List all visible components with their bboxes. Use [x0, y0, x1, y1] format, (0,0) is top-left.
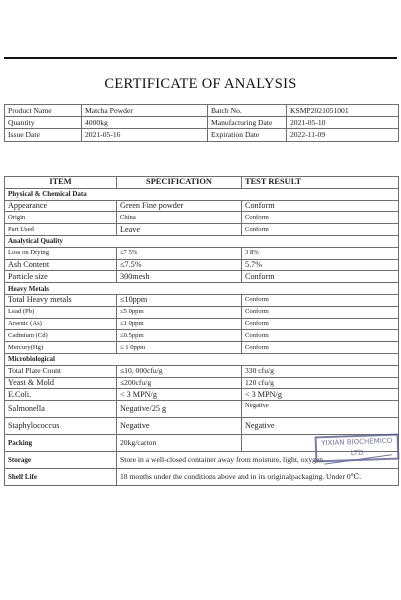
storage-value: Store in a well-closed container away from moisture, light, oxygen. — [117, 452, 399, 469]
table-row — [5, 330, 399, 342]
spec-cell: ≤10, 000cfu/g — [117, 365, 242, 377]
result-cell: Negative — [242, 418, 399, 435]
item-cell: Part Used — [5, 224, 117, 236]
section-heavy-metals: Heavy Metals — [5, 283, 117, 295]
result-cell: Conform — [242, 224, 399, 236]
section-analytical: Analytical Quality — [5, 235, 117, 247]
section-row — [5, 188, 399, 200]
col-result-header: TEST RESULT — [242, 177, 399, 189]
table-row — [5, 377, 399, 389]
quantity-label: Quantity — [5, 117, 82, 129]
document-title: CERTIFICATE OF ANALYSIS — [104, 76, 297, 92]
col-item-header: ITEM — [5, 177, 117, 189]
item-cell: E.Coli. — [5, 389, 117, 401]
item-cell: Lead (Pb) — [5, 306, 117, 318]
spec-cell: Green Fine powder — [117, 200, 242, 212]
section-row — [5, 353, 399, 365]
item-cell: Cadmium (Cd) — [5, 330, 117, 342]
spec-cell: ≤10ppm — [117, 294, 242, 306]
result-cell: Conform — [242, 294, 399, 306]
product-name-value: Matcha Powder — [82, 105, 208, 117]
result-cell: Negative — [242, 401, 399, 418]
item-cell: Staphylococcus — [5, 418, 117, 435]
spec-cell: Negative/25 g — [117, 401, 242, 418]
table-row — [5, 224, 399, 236]
result-cell: Conform — [242, 306, 399, 318]
top-rule — [4, 57, 397, 59]
section-row — [5, 283, 399, 295]
item-cell: Origin — [5, 212, 117, 224]
column-header-row — [5, 177, 399, 189]
spec-cell: China — [117, 212, 242, 224]
company-stamp — [315, 434, 400, 463]
result-cell: 120 cfu/g — [242, 377, 399, 389]
mfg-date-label: Manufacturing Date — [208, 117, 287, 129]
info-row — [5, 129, 399, 141]
stamp-text: YIXIAN BIOCHEMICO LTD — [321, 436, 393, 458]
section-microbiological: Microbiological — [5, 353, 117, 365]
spec-cell: Leave — [117, 224, 242, 236]
section-row — [5, 235, 399, 247]
table-row — [5, 294, 399, 306]
spec-cell: ≤ 1 0ppm — [117, 342, 242, 354]
product-name-label: Product Name — [5, 105, 82, 117]
result-cell: 3 8% — [242, 247, 399, 259]
spec-cell: ≤200cfu/g — [117, 377, 242, 389]
table-row — [5, 271, 399, 283]
item-cell: Appearance — [5, 200, 117, 212]
result-cell: Conform — [242, 318, 399, 330]
issue-date-value: 2021-05-16 — [82, 129, 208, 141]
result-cell: Conform — [242, 200, 399, 212]
packing-value: 20kg/carton — [117, 435, 242, 452]
spec-cell: ≤0.5ppm — [117, 330, 242, 342]
section-physical: Physical & Chemical Data — [5, 188, 117, 200]
spec-cell: < 3 MPN/g — [117, 389, 242, 401]
quantity-value: 4000kg — [82, 117, 208, 129]
col-spec-header: SPECIFICATION — [117, 177, 242, 189]
result-cell: 5.7% — [242, 259, 399, 271]
table-row — [5, 401, 399, 418]
spec-cell: ≤7.5% — [117, 259, 242, 271]
item-cell: Salmonella — [5, 401, 117, 418]
result-cell: < 3 MPN/g — [242, 389, 399, 401]
table-row — [5, 306, 399, 318]
spec-cell: 300mesh — [117, 271, 242, 283]
table-row — [5, 318, 399, 330]
batch-no-value: KSMP2021051001 — [287, 105, 399, 117]
result-cell: Conform — [242, 271, 399, 283]
spec-cell: Negative — [117, 418, 242, 435]
batch-no-label: Batch No. — [208, 105, 287, 117]
storage-label: Storage — [5, 452, 117, 469]
mfg-date-value: 2021-05-10 — [287, 117, 399, 129]
result-cell: Conform — [242, 342, 399, 354]
issue-date-label: Issue Date — [5, 129, 82, 141]
exp-date-label: Expiration Date — [208, 129, 287, 141]
table-row — [5, 418, 399, 435]
item-cell: Yeast & Mold — [5, 377, 117, 389]
table-row — [5, 469, 399, 486]
table-row — [5, 389, 399, 401]
spec-cell: ≤5 0ppm — [117, 306, 242, 318]
item-cell: Total Heavy metals — [5, 294, 117, 306]
spec-cell: ≤7 5% — [117, 247, 242, 259]
table-row — [5, 247, 399, 259]
shelf-life-label: Shelf Life — [5, 469, 117, 486]
item-cell: Total Plate Count — [5, 365, 117, 377]
info-row — [5, 117, 399, 129]
table-row — [5, 212, 399, 224]
item-cell: Mercury(Hg) — [5, 342, 117, 354]
result-cell: Conform — [242, 330, 399, 342]
item-cell: Ash Content — [5, 259, 117, 271]
shelf-life-value: 18 months under the conditions above and in its originalpackaging. Under 0℃. — [117, 469, 399, 486]
item-cell: Arsenic (As) — [5, 318, 117, 330]
spec-cell: ≤1 0ppm — [117, 318, 242, 330]
exp-date-value: 2022-11-09 — [287, 129, 399, 141]
info-row — [5, 105, 399, 117]
product-info-table — [4, 104, 399, 142]
table-row — [5, 259, 399, 271]
result-cell: Conform — [242, 212, 399, 224]
packing-label: Packing — [5, 435, 117, 452]
result-cell: 330 cfu/g — [242, 365, 399, 377]
item-cell: Loss on Drying — [5, 247, 117, 259]
table-row — [5, 365, 399, 377]
table-row — [5, 342, 399, 354]
table-row — [5, 200, 399, 212]
item-cell: Particle size — [5, 271, 117, 283]
